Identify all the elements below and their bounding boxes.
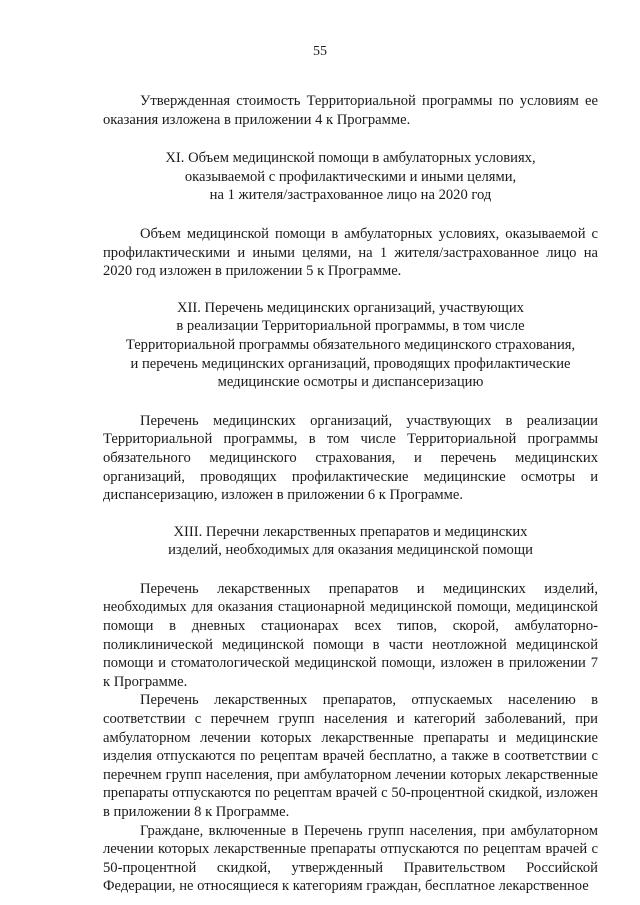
page-content	[103, 92, 598, 896]
heading-line: на 1 жителя/застрахованное лицо на 2020 год	[209, 187, 492, 204]
heading-line: Территориальной программы обязательного медицинского страхования,	[125, 336, 576, 353]
page-number: 55	[313, 44, 327, 59]
heading-line: в реализации Территориальной программы, в том числе	[176, 318, 525, 335]
paragraph-medicines-list: Перечень лекарственных препаратов и медицинских изделий, необходимых для оказания стационарной медицинской помощи, медицинской помощи в дневных стационарах всех типов, скорой, амбулаторно-поликлинической медицинской помощи в части неотложной медицинской помощи и стоматологической медицинской помощи, изложен в приложении 7 к Программе.	[103, 580, 598, 690]
heading-line: и перечень медицинских организаций, проводящих профилактические	[130, 355, 571, 372]
heading-line: изделий, необходимых для оказания медицинской помощи	[168, 542, 533, 559]
heading-line: XII. Перечень медицинских организаций, участвующих	[177, 299, 524, 316]
heading-line: оказываемой с профилактическими и иными целями,	[184, 168, 517, 185]
heading-line: медицинские осмотры и диспансеризацию	[217, 374, 484, 391]
paragraph-volume: Объем медицинской помощи в амбулаторных условиях, оказываемой с профилактическими и иными целями, на 1 жителя/застрахованное лицо на 2020 год изложен в приложении 5 к Программе.	[103, 225, 598, 280]
paragraph-organizations: Перечень медицинских организаций, участвующих в реализации Территориальной программы, в том числе Территориальной программы обязательного медицинского страхования, и перечень медицинских организаций, проводящих профилактические медицинские осмотры и диспансеризацию, изложен в приложении 6 к Программе.	[103, 412, 598, 504]
heading-line: XIII. Перечни лекарственных препаратов и медицинских	[173, 523, 528, 540]
section-heading-xiii	[103, 523, 598, 560]
heading-line: XI. Объем медицинской помощи в амбулаторных условиях,	[165, 150, 536, 167]
section-heading-xii	[103, 299, 598, 392]
paragraph-medicines-population: Перечень лекарственных препаратов, отпускаемых населению в соответствии с перечнем групп населения и категорий заболеваний, при амбулаторном лечении которых лекарственные препараты и медицинские изделия отпускаются по рецептам врачей бесплатно, а также в соответствии с перечнем групп населения, при амбулаторном лечении которых лекарственные препараты отпускаются по рецептам врачей с 50-процентной скидкой, изложен в приложении 8 к Программе.	[103, 692, 598, 820]
paragraph-cost: Утвержденная стоимость Территориальной программы по условиям ее оказания изложена в приложении 4 к Программе.	[103, 93, 598, 128]
paragraph-citizens: Граждане, включенные в Перечень групп населения, при амбулаторном лечении которых лекарственные препараты отпускаются по рецептам врачей с 50-процентной скидкой, утвержденный Правительством Российской Федерации, не относящиеся к категориям граждан, бесплатное лекарственное	[103, 822, 598, 895]
section-heading-xi	[103, 149, 598, 205]
